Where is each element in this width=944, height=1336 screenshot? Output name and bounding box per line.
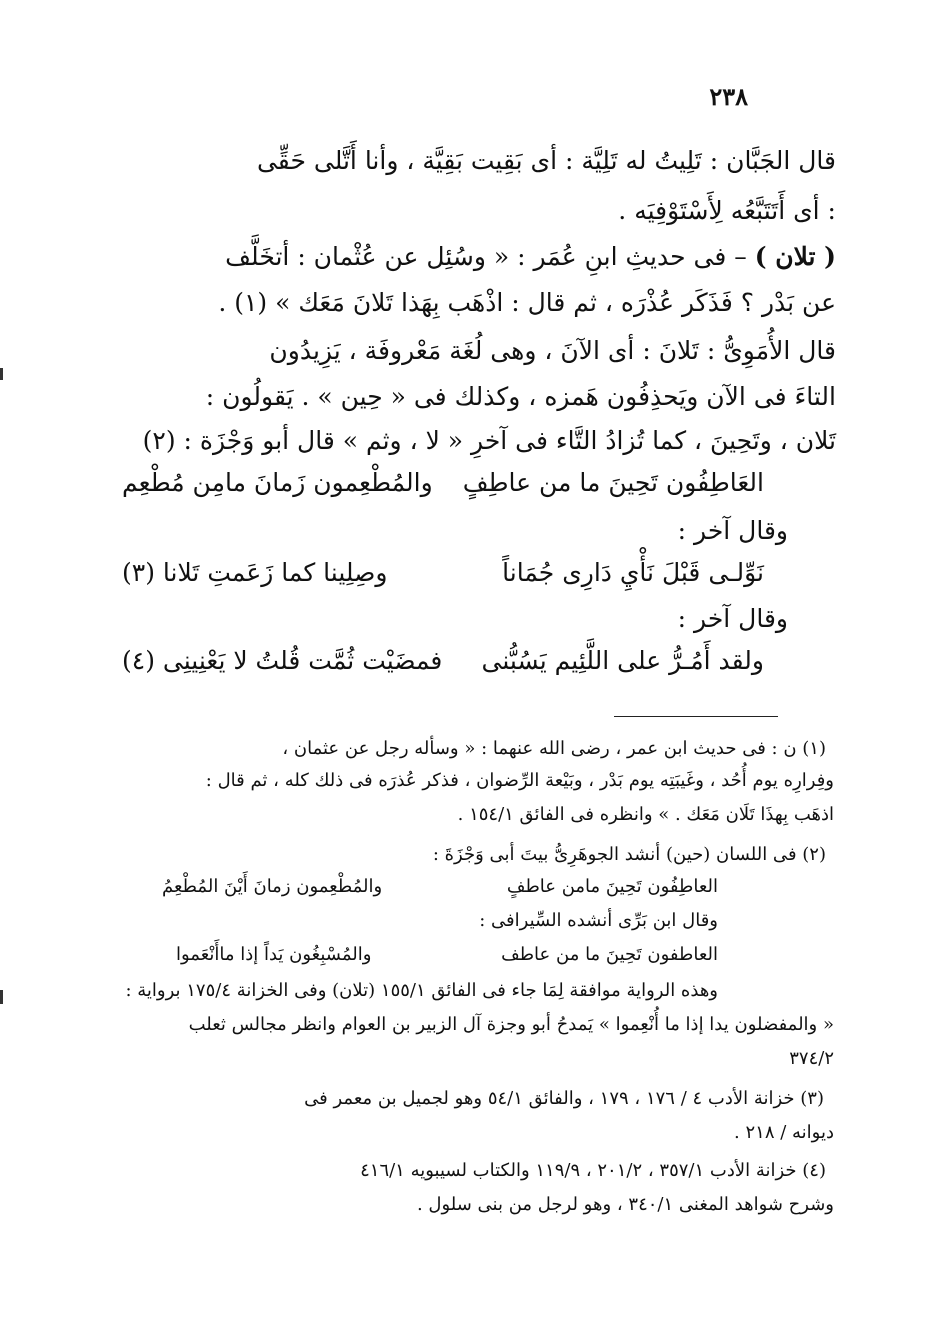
footnote-line-3: اذهَب بِهذَا تَلَان مَعَك . » وانظره فى الفائق ١٥٤/١ . xyxy=(457,804,834,825)
footnote-separator xyxy=(614,716,778,717)
footnote-line-10: ديوانه / ٢١٨ . xyxy=(734,1122,834,1143)
main-line-7: تَلان ، وتَحِينَ ، كما تُزادُ التَّاء فى آخرِ « لا ، وثم » قال أبو وَجْزَة : (٢) xyxy=(142,426,836,455)
footnote-line-11: (٤) خزانة الأدب ٣٥٧/١ ، ٢٠١/٢ ، ١١٩/٩ والكتاب لسيبويه ٤١٦/١ xyxy=(360,1160,826,1181)
footnote-verse-2-right: العاطفون تَحِينَ ما من عاطف xyxy=(501,944,718,965)
main-line-4: عن بَدْر ؟ فَذَكَر عُذْرَه ، ثم قال : اذْهَب بِهَذا تَلانَ مَعَك » (١) . xyxy=(218,288,836,317)
verse-1-left: والمُطْعِمون زَمانَ مامِن مُطْعِم xyxy=(122,468,433,497)
main-line-9: وقال آخر : xyxy=(677,604,788,633)
footnote-verse-1-right: العاطِفُون تَحِينَ مامن عاطفٍ xyxy=(506,876,718,897)
main-line-5: قال الأُمَوِىُّ : تَلانَ : أى الآنَ ، وهى لُغَة مَعْروفَة ، يَزِيدُون xyxy=(269,336,836,365)
verse-3-note: (٤) xyxy=(122,646,155,675)
main-line-3 xyxy=(225,242,836,271)
main-line-1: قال الجَبَّان : تَلِيتُ له تَلِيَّة : أى بَقِيت بَقِيَّة ، وأنا أَتَّلى حَقِّى xyxy=(256,146,836,175)
footnote-line-12: وشرح شواهد المغنى ٣٤٠/١ ، وهو لرجل من بنى سلول . xyxy=(416,1194,834,1215)
footnote-line-1: (١) ن : فى حديث ابن عمر ، رضى الله عنهما : « وسأله رجل عن عثمان ، xyxy=(282,738,826,759)
footnote-line-7: « والمفضلون يدا إذا ما أُنْعِموا » يَمدحُ أبو وجزة آل الزبير بن العوام وانظر مجالس ثعلب xyxy=(188,1014,834,1035)
footnote-line-9: (٣) خزانة الأدب ٤ / ١٧٦ ، ١٧٩ ، والفائق ٥٤/١ وهو لجميل بن معمر فى xyxy=(304,1088,824,1109)
verse-2-left-text: وصِلِينا كما زَعَمتِ تَلانا xyxy=(162,558,388,587)
scan-mark-top xyxy=(0,368,3,380)
footnote-line-8: ٣٧٤/٢ xyxy=(789,1048,834,1069)
footnote-line-2: وفِرارِه يوم أُحُد ، وغَيبَتِه يوم بَدْر ، وبَيْعة الرِّضوان ، فذكر عُذرَه فى ذلك كله ، ثم قال : xyxy=(205,770,834,791)
main-line-3-text: – فى حديثِ ابنِ عُمَر : « وسُئِل عن عُثْمان : أتخَلَّف xyxy=(225,242,747,271)
verse-3-right: ولقد أَمُـرُّ على اللَّئِيم يَسُبُّنى xyxy=(481,646,764,675)
main-line-6: التاءَ فى الآن ويَحذِفُون هَمزه ، وكذلك فى « حِين » . يَقولُون : xyxy=(205,382,836,411)
main-line-2: : أى أَتَتَبَّعُه لِأَسْتَوْفِيَه . xyxy=(618,196,836,225)
main-line-8: وقال آخر : xyxy=(677,516,788,545)
footnote-line-6: وهذه الرواية موافقة لِمَا جاء فى الفائق ١٥٥/١ (تلان) وفى الخزانة ١٧٥/٤ برواية : xyxy=(125,980,718,1001)
verse-1-right: العَاطِفُون تَحِينَ ما من عاطِفٍ xyxy=(462,468,764,497)
verse-3-left xyxy=(122,646,442,675)
footnote-line-4: (٢) فى اللسان (حين) أنشد الجوهَرِىُّ بيتَ أبى وَجْزَةَ : xyxy=(432,844,826,865)
page-number: ٢٣٨ xyxy=(709,82,748,111)
verse-2-right: نَوِّلـى قَبْلَ نَأْيِ دَارِى جُمَاناً xyxy=(502,558,764,587)
entry-heading: ( تلان ) xyxy=(754,242,836,271)
footnote-line-5: وقال ابن بَرِّى أنشده السِّيرافى : xyxy=(479,910,718,931)
verse-2-left xyxy=(122,558,387,587)
verse-3-left-text: فمضَيْت ثُمَّت قُلتُ لا يَعْنِينِى xyxy=(162,646,443,675)
footnote-verse-1-left: والمُطْعِمون زمانَ أَيْنَ المُطْعِمُ xyxy=(162,876,383,897)
verse-2-note: (٣) xyxy=(122,558,155,587)
scan-mark-bottom xyxy=(0,990,3,1004)
footnote-verse-2-left: والمُسْبِغُون يَداً إذا ماأَنْعَموا xyxy=(176,944,372,965)
